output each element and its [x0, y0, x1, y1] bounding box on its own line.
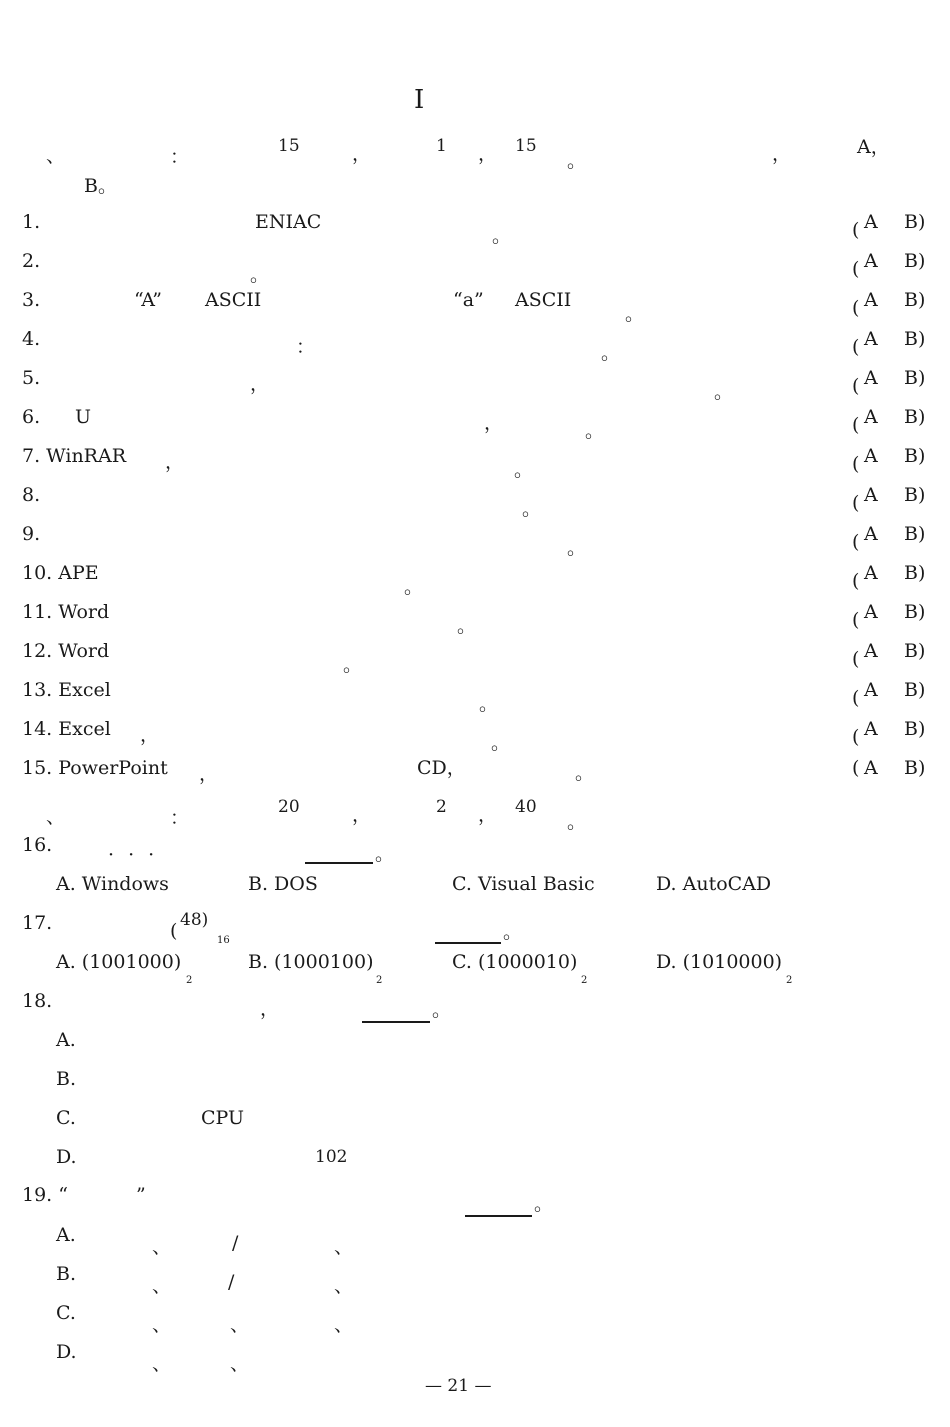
- comma: ，: [478, 143, 498, 165]
- answer-choice-a[interactable]: A: [864, 211, 878, 233]
- period: 。: [567, 150, 587, 172]
- tf-item-fragment: ENIAC: [255, 211, 322, 233]
- answer-choice-a[interactable]: A: [864, 445, 878, 467]
- answer-paren-open: (: [852, 297, 860, 319]
- points-each: 1: [436, 136, 447, 156]
- answer-choice-b[interactable]: B): [904, 640, 926, 662]
- option-c-subscript: 2: [581, 975, 588, 986]
- emphasis-dots: · · ·: [108, 844, 159, 866]
- period: 。: [503, 921, 523, 943]
- comma: ，: [478, 804, 498, 826]
- answer-paren-open: (: [852, 570, 860, 592]
- answer-choice-b[interactable]: B): [904, 601, 926, 623]
- tf-item-fragment: 。: [714, 381, 734, 403]
- answer-choice-a[interactable]: A: [864, 601, 878, 623]
- answer-choice-b[interactable]: B): [904, 718, 926, 740]
- option-a: A.: [56, 1029, 76, 1051]
- answer-choice-b[interactable]: B): [904, 562, 926, 584]
- comma: ，: [772, 143, 792, 165]
- paren-open: (: [170, 920, 178, 942]
- tf-item-fragment: 。: [491, 732, 511, 754]
- answer-paren-open: (: [852, 453, 860, 475]
- tf-item-fragment: 。: [343, 654, 363, 676]
- comma: ，: [352, 804, 372, 826]
- page-number: — 21 —: [425, 1376, 492, 1396]
- total-points: 40: [515, 797, 537, 817]
- page-title: Ⅰ: [414, 85, 425, 115]
- answer-choice-a[interactable]: A: [864, 328, 878, 350]
- answer-choice-a[interactable]: A: [864, 640, 878, 662]
- tf-item-number: 15. PowerPoint: [22, 757, 168, 779]
- separator: 、: [152, 1275, 172, 1297]
- answer-paren-open: (: [852, 757, 860, 779]
- answer-paren-open: (: [852, 414, 860, 436]
- section-colon: ：: [170, 807, 190, 829]
- tf-item-number: 14. Excel: [22, 718, 111, 740]
- option-b: B.: [56, 1263, 77, 1285]
- tf-item-fragment: ASCII: [205, 289, 262, 311]
- comma: ，: [352, 143, 372, 165]
- tf-item-fragment: 。: [625, 303, 645, 325]
- answer-choice-b[interactable]: B): [904, 406, 926, 428]
- tf-item-fragment: 。: [492, 225, 512, 247]
- tf-item-fragment: 。: [250, 264, 270, 286]
- answer-paren-open: (: [852, 258, 860, 280]
- tf-item-number: 1.: [22, 211, 41, 233]
- tf-item-number: 11. Word: [22, 601, 110, 623]
- answer-blank[interactable]: [305, 862, 373, 864]
- option-c: C.: [56, 1302, 76, 1324]
- tf-item-number: 6.: [22, 406, 41, 428]
- option-a-subscript: 2: [186, 975, 193, 986]
- answer-choice-b[interactable]: B): [904, 484, 926, 506]
- option-a-hint: A，: [857, 136, 890, 158]
- period: 。: [534, 1193, 554, 1215]
- tf-item-number: 12. Word: [22, 640, 110, 662]
- question-number: 17.: [22, 912, 53, 934]
- answer-blank[interactable]: [435, 942, 501, 944]
- tf-item-number: 5.: [22, 367, 41, 389]
- period: 。: [375, 843, 395, 865]
- question-count: 20: [278, 797, 300, 817]
- separator: 、: [152, 1353, 172, 1375]
- separator: 、: [334, 1275, 354, 1297]
- answer-paren-open: (: [852, 648, 860, 670]
- tf-item-fragment: CD，: [417, 757, 466, 779]
- answer-choice-a[interactable]: A: [864, 718, 878, 740]
- answer-choice-a[interactable]: A: [864, 757, 878, 779]
- answer-choice-b[interactable]: B): [904, 328, 926, 350]
- tf-item-fragment: ，: [250, 373, 270, 395]
- option-a: A. (1001000): [56, 951, 182, 973]
- answer-choice-b[interactable]: B): [904, 211, 926, 233]
- option-b: B.: [56, 1068, 77, 1090]
- tf-item-fragment: 。: [601, 342, 621, 364]
- tf-item-number: 13. Excel: [22, 679, 111, 701]
- separator: 、: [152, 1314, 172, 1336]
- answer-choice-b[interactable]: B): [904, 445, 926, 467]
- comma: ，: [260, 998, 280, 1020]
- section-colon: ：: [170, 146, 190, 168]
- answer-choice-b[interactable]: B): [904, 523, 926, 545]
- answer-paren-open: (: [852, 336, 860, 358]
- answer-choice-a[interactable]: A: [864, 367, 878, 389]
- tf-item-number: 3.: [22, 289, 41, 311]
- option-d-subscript: 2: [786, 975, 793, 986]
- tf-item-fragment: U: [75, 406, 92, 428]
- option-d-text: 102: [315, 1147, 348, 1167]
- separator: /: [228, 1271, 235, 1293]
- points-each: 2: [436, 797, 447, 817]
- answer-paren-open: (: [852, 492, 860, 514]
- option-d: D. AutoCAD: [656, 873, 772, 895]
- answer-paren-open: (: [852, 531, 860, 553]
- tf-item-number: 4.: [22, 328, 41, 350]
- option-d: D.: [56, 1341, 77, 1363]
- tf-item-fragment: ，: [484, 412, 504, 434]
- answer-choice-a[interactable]: A: [864, 250, 878, 272]
- tf-item-fragment: ，: [199, 763, 219, 785]
- separator: 、: [230, 1353, 250, 1375]
- separator: 、: [334, 1314, 354, 1336]
- total-points: 15: [515, 136, 537, 156]
- tf-item-number: 9.: [22, 523, 41, 545]
- question-count: 15: [278, 136, 300, 156]
- question-number: 18.: [22, 990, 53, 1012]
- hex-value: 48): [180, 910, 209, 930]
- tf-item-fragment: 。: [514, 459, 534, 481]
- separator: 、: [334, 1236, 354, 1258]
- base-subscript: 16: [217, 935, 230, 946]
- section-mark: 、: [46, 145, 66, 167]
- option-a: A. Windows: [56, 873, 169, 895]
- tf-item-fragment: ，: [140, 724, 160, 746]
- tf-item-number: 10. APE: [22, 562, 99, 584]
- period: 。: [432, 999, 452, 1021]
- tf-item-fragment: “a”: [453, 289, 484, 311]
- answer-blank[interactable]: [465, 1215, 532, 1217]
- answer-paren-open: (: [852, 687, 860, 709]
- answer-paren-open: (: [852, 219, 860, 241]
- period: 。: [567, 811, 587, 833]
- separator: /: [232, 1232, 239, 1254]
- answer-choice-a[interactable]: A: [864, 406, 878, 428]
- answer-choice-b[interactable]: B): [904, 757, 926, 779]
- question-number: 19. “: [22, 1184, 68, 1206]
- tf-item-fragment: 。: [585, 420, 605, 442]
- answer-paren-open: (: [852, 726, 860, 748]
- answer-choice-b[interactable]: B): [904, 250, 926, 272]
- tf-item-fragment: 。: [404, 576, 424, 598]
- tf-item-fragment: 。: [457, 615, 477, 637]
- option-c: C. Visual Basic: [452, 873, 595, 895]
- option-c: C.: [56, 1107, 76, 1129]
- option-b: B. (1000100): [248, 951, 374, 973]
- answer-choice-b[interactable]: B): [904, 679, 926, 701]
- tf-item-number: 7. WinRAR: [22, 445, 127, 467]
- option-b-hint: B。: [84, 175, 117, 197]
- tf-item-fragment: ：: [296, 336, 316, 358]
- tf-item-fragment: ，: [165, 451, 185, 473]
- option-b: B. DOS: [248, 873, 318, 895]
- section-mark: 、: [46, 806, 66, 828]
- tf-item-fragment: ASCII: [515, 289, 572, 311]
- answer-choice-a[interactable]: A: [864, 679, 878, 701]
- answer-blank[interactable]: [362, 1021, 430, 1023]
- tf-item-fragment: “A”: [134, 289, 162, 311]
- option-b-subscript: 2: [376, 975, 383, 986]
- tf-item-fragment: 。: [522, 498, 542, 520]
- tf-item-number: 8.: [22, 484, 41, 506]
- close-quote: ”: [136, 1184, 146, 1206]
- question-number: 16.: [22, 834, 53, 856]
- tf-item-fragment: 。: [575, 762, 595, 784]
- separator: 、: [152, 1236, 172, 1258]
- answer-choice-a[interactable]: A: [864, 484, 878, 506]
- answer-choice-b[interactable]: B): [904, 367, 926, 389]
- answer-paren-open: (: [852, 375, 860, 397]
- answer-choice-a[interactable]: A: [864, 562, 878, 584]
- answer-choice-a[interactable]: A: [864, 523, 878, 545]
- tf-item-fragment: 。: [567, 537, 587, 559]
- answer-choice-a[interactable]: A: [864, 289, 878, 311]
- option-d: D.: [56, 1146, 77, 1168]
- answer-choice-b[interactable]: B): [904, 289, 926, 311]
- option-c-text: CPU: [201, 1107, 245, 1129]
- option-a: A.: [56, 1224, 76, 1246]
- tf-item-fragment: 。: [479, 693, 499, 715]
- separator: 、: [230, 1314, 250, 1336]
- answer-paren-open: (: [852, 609, 860, 631]
- tf-item-number: 2.: [22, 250, 41, 272]
- option-d: D. (1010000): [656, 951, 783, 973]
- option-c: C. (1000010): [452, 951, 578, 973]
